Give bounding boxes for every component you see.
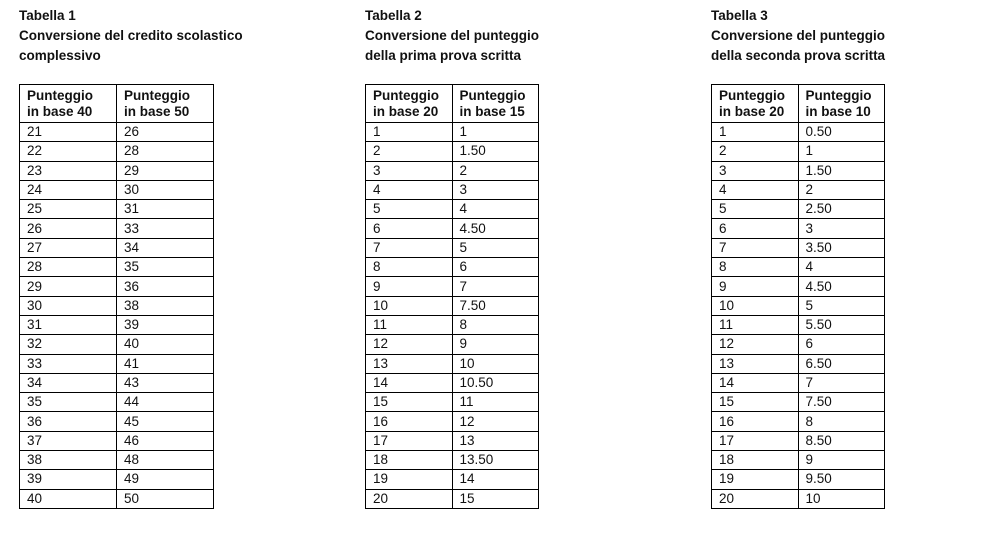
table-row: [20, 238, 214, 257]
cell-source-score: 16: [366, 412, 453, 431]
table-row: [712, 354, 885, 373]
cell-converted-score: 7.50: [452, 296, 539, 315]
table-subtitle-line-2: della seconda prova scritta: [711, 48, 886, 63]
table-row: [20, 489, 214, 508]
table-row: [20, 161, 214, 180]
cell-source-score: 26: [20, 219, 117, 238]
cell-converted-score: 39: [117, 315, 214, 334]
cell-source-score: 12: [366, 335, 453, 354]
cell-converted-score: 2: [452, 161, 539, 180]
table-row: [366, 470, 539, 489]
table-row: [366, 393, 539, 412]
cell-converted-score: 28: [117, 142, 214, 161]
cell-converted-score: 33: [117, 219, 214, 238]
table-row: [712, 470, 885, 489]
cell-converted-score: 2: [798, 180, 885, 199]
table-block-3: [711, 6, 886, 506]
cell-converted-score: 7: [452, 277, 539, 296]
cell-source-score: 9: [366, 277, 453, 296]
table-row: [366, 123, 539, 142]
table-row: [366, 180, 539, 199]
table-body: [366, 123, 539, 509]
cell-source-score: 12: [712, 335, 799, 354]
table-subtitle-line-2: complessivo: [19, 48, 101, 63]
cell-source-score: 3: [366, 161, 453, 180]
conversion-table: [19, 84, 214, 509]
table-row: [712, 296, 885, 315]
table-row: [20, 219, 214, 238]
cell-source-score: 16: [712, 412, 799, 431]
table-row: [20, 277, 214, 296]
column-header-line: Punteggio: [805, 87, 872, 103]
column-header-line: in base 50: [124, 103, 190, 119]
table-subtitle-line-1: Conversione del punteggio: [365, 28, 540, 43]
table-row: [20, 335, 214, 354]
table-row: [712, 258, 885, 277]
table-row: [366, 354, 539, 373]
cell-converted-score: 29: [117, 161, 214, 180]
table-row: [366, 277, 539, 296]
cell-converted-score: 34: [117, 238, 214, 257]
cell-converted-score: 46: [117, 431, 214, 450]
cell-converted-score: 35: [117, 258, 214, 277]
table-heading: Tabella 1: [19, 8, 76, 23]
cell-source-score: 39: [20, 470, 117, 489]
cell-converted-score: 6: [452, 258, 539, 277]
column-header-line: in base 20: [719, 103, 785, 119]
column-header-line: in base 10: [805, 103, 871, 119]
cell-source-score: 40: [20, 489, 117, 508]
cell-source-score: 1: [366, 123, 453, 142]
cell-converted-score: 6.50: [798, 354, 885, 373]
cell-source-score: 17: [366, 431, 453, 450]
table-row: [366, 412, 539, 431]
cell-converted-score: 1: [798, 142, 885, 161]
cell-source-score: 2: [712, 142, 799, 161]
cell-source-score: 17: [712, 431, 799, 450]
cell-source-score: 15: [366, 393, 453, 412]
cell-converted-score: 49: [117, 470, 214, 489]
cell-source-score: 35: [20, 393, 117, 412]
cell-converted-score: 1.50: [452, 142, 539, 161]
cell-converted-score: 4.50: [798, 277, 885, 296]
table-row: [366, 238, 539, 257]
table-row: [366, 200, 539, 219]
cell-converted-score: 45: [117, 412, 214, 431]
cell-source-score: 4: [366, 180, 453, 199]
table-row: [366, 142, 539, 161]
cell-converted-score: 5: [798, 296, 885, 315]
cell-source-score: 7: [366, 238, 453, 257]
table-row: [20, 451, 214, 470]
cell-converted-score: 40: [117, 335, 214, 354]
table-row: [20, 258, 214, 277]
cell-converted-score: 41: [117, 354, 214, 373]
cell-converted-score: 3: [452, 180, 539, 199]
cell-source-score: 38: [20, 451, 117, 470]
table-row: [20, 354, 214, 373]
cell-converted-score: 8: [452, 315, 539, 334]
table-row: [366, 258, 539, 277]
cell-converted-score: 6: [798, 335, 885, 354]
cell-source-score: 23: [20, 161, 117, 180]
cell-source-score: 18: [366, 451, 453, 470]
cell-converted-score: 7: [798, 373, 885, 392]
table-row: [712, 315, 885, 334]
cell-source-score: 6: [712, 219, 799, 238]
cell-converted-score: 13.50: [452, 451, 539, 470]
table-row: [366, 161, 539, 180]
table-header-row: [20, 85, 214, 123]
table-row: [20, 431, 214, 450]
table-row: [366, 296, 539, 315]
table-row: [20, 315, 214, 334]
cell-source-score: 18: [712, 451, 799, 470]
cell-source-score: 29: [20, 277, 117, 296]
column-header-target: [117, 85, 214, 123]
cell-source-score: 9: [712, 277, 799, 296]
cell-source-score: 25: [20, 200, 117, 219]
cell-converted-score: 30: [117, 180, 214, 199]
table-row: [20, 142, 214, 161]
column-header-line: in base 20: [373, 103, 439, 119]
cell-source-score: 8: [366, 258, 453, 277]
column-header-target: [798, 85, 885, 123]
table-row: [712, 219, 885, 238]
column-header-line: Punteggio: [373, 87, 439, 103]
cell-source-score: 11: [712, 315, 799, 334]
table-row: [712, 373, 885, 392]
cell-source-score: 20: [712, 489, 799, 508]
table-row: [712, 431, 885, 450]
cell-source-score: 15: [712, 393, 799, 412]
table-row: [20, 412, 214, 431]
cell-source-score: 10: [712, 296, 799, 315]
cell-converted-score: 0.50: [798, 123, 885, 142]
table-row: [366, 451, 539, 470]
table-row: [366, 489, 539, 508]
table-row: [712, 412, 885, 431]
table-row: [20, 296, 214, 315]
cell-converted-score: 7.50: [798, 393, 885, 412]
cell-source-score: 27: [20, 238, 117, 257]
column-header-line: in base 40: [27, 103, 93, 119]
table-row: [712, 161, 885, 180]
cell-converted-score: 11: [452, 393, 539, 412]
cell-converted-score: 9: [452, 335, 539, 354]
table-row: [712, 123, 885, 142]
table-row: [366, 431, 539, 450]
cell-converted-score: 31: [117, 200, 214, 219]
cell-source-score: 37: [20, 431, 117, 450]
table-subtitle-line-2: della prima prova scritta: [365, 48, 522, 63]
cell-source-score: 36: [20, 412, 117, 431]
cell-converted-score: 9.50: [798, 470, 885, 489]
table-row: [20, 180, 214, 199]
cell-source-score: 19: [712, 470, 799, 489]
cell-source-score: 10: [366, 296, 453, 315]
cell-converted-score: 1.50: [798, 161, 885, 180]
cell-source-score: 5: [366, 200, 453, 219]
cell-converted-score: 1: [452, 123, 539, 142]
cell-source-score: 14: [366, 373, 453, 392]
cell-converted-score: 5.50: [798, 315, 885, 334]
cell-converted-score: 9: [798, 451, 885, 470]
cell-source-score: 8: [712, 258, 799, 277]
table-row: [20, 123, 214, 142]
cell-converted-score: 3.50: [798, 238, 885, 257]
cell-source-score: 2: [366, 142, 453, 161]
table-row: [712, 335, 885, 354]
table-body: [20, 123, 214, 509]
column-header-target: [452, 85, 539, 123]
cell-converted-score: 2.50: [798, 200, 885, 219]
cell-converted-score: 50: [117, 489, 214, 508]
table-row: [366, 315, 539, 334]
table-row: [20, 393, 214, 412]
cell-converted-score: 36: [117, 277, 214, 296]
column-header-line: in base 15: [459, 103, 525, 119]
cell-converted-score: 5: [452, 238, 539, 257]
cell-source-score: 13: [712, 354, 799, 373]
cell-source-score: 6: [366, 219, 453, 238]
cell-converted-score: 38: [117, 296, 214, 315]
table-row: [20, 373, 214, 392]
table-heading: Tabella 3: [711, 8, 768, 23]
cell-converted-score: 4: [452, 200, 539, 219]
cell-converted-score: 4: [798, 258, 885, 277]
table-row: [366, 219, 539, 238]
table-row: [712, 489, 885, 508]
cell-converted-score: 4.50: [452, 219, 539, 238]
cell-source-score: 31: [20, 315, 117, 334]
table-row: [712, 238, 885, 257]
table-header-row: [366, 85, 539, 123]
table-row: [20, 470, 214, 489]
cell-source-score: 14: [712, 373, 799, 392]
column-header-source: [20, 85, 117, 123]
cell-converted-score: 10: [452, 354, 539, 373]
cell-source-score: 11: [366, 315, 453, 334]
cell-source-score: 4: [712, 180, 799, 199]
table-row: [712, 451, 885, 470]
cell-source-score: 34: [20, 373, 117, 392]
cell-converted-score: 8: [798, 412, 885, 431]
column-header-line: Punteggio: [27, 87, 93, 103]
table-row: [712, 393, 885, 412]
table-subtitle-line-1: Conversione del punteggio: [711, 28, 886, 43]
table-row: [366, 373, 539, 392]
table-block-1: [19, 6, 243, 506]
column-header-line: Punteggio: [124, 87, 190, 103]
cell-converted-score: 43: [117, 373, 214, 392]
table-row: [712, 200, 885, 219]
cell-source-score: 19: [366, 470, 453, 489]
cell-converted-score: 12: [452, 412, 539, 431]
table-subtitle-line-1: Conversione del credito scolastico: [19, 28, 243, 43]
table-row: [712, 142, 885, 161]
cell-converted-score: 8.50: [798, 431, 885, 450]
column-header-source: [366, 85, 453, 123]
cell-converted-score: 48: [117, 451, 214, 470]
cell-converted-score: 13: [452, 431, 539, 450]
table-heading: Tabella 2: [365, 8, 422, 23]
cell-converted-score: 44: [117, 393, 214, 412]
cell-converted-score: 14: [452, 470, 539, 489]
cell-source-score: 5: [712, 200, 799, 219]
cell-converted-score: 10.50: [452, 373, 539, 392]
cell-converted-score: 10: [798, 489, 885, 508]
column-header-line: Punteggio: [459, 87, 526, 103]
cell-source-score: 20: [366, 489, 453, 508]
cell-source-score: 33: [20, 354, 117, 373]
cell-source-score: 13: [366, 354, 453, 373]
cell-source-score: 7: [712, 238, 799, 257]
cell-source-score: 1: [712, 123, 799, 142]
column-header-source: [712, 85, 799, 123]
column-header-line: Punteggio: [719, 87, 785, 103]
cell-source-score: 22: [20, 142, 117, 161]
cell-source-score: 21: [20, 123, 117, 142]
table-body: [712, 123, 885, 509]
table-row: [712, 180, 885, 199]
conversion-table: [711, 84, 885, 509]
cell-source-score: 32: [20, 335, 117, 354]
table-block-2: [365, 6, 540, 506]
cell-source-score: 3: [712, 161, 799, 180]
table-row: [712, 277, 885, 296]
cell-source-score: 24: [20, 180, 117, 199]
cell-converted-score: 26: [117, 123, 214, 142]
table-row: [366, 335, 539, 354]
cell-source-score: 28: [20, 258, 117, 277]
table-header-row: [712, 85, 885, 123]
cell-converted-score: 3: [798, 219, 885, 238]
cell-source-score: 30: [20, 296, 117, 315]
table-row: [20, 200, 214, 219]
conversion-table: [365, 84, 539, 509]
cell-converted-score: 15: [452, 489, 539, 508]
